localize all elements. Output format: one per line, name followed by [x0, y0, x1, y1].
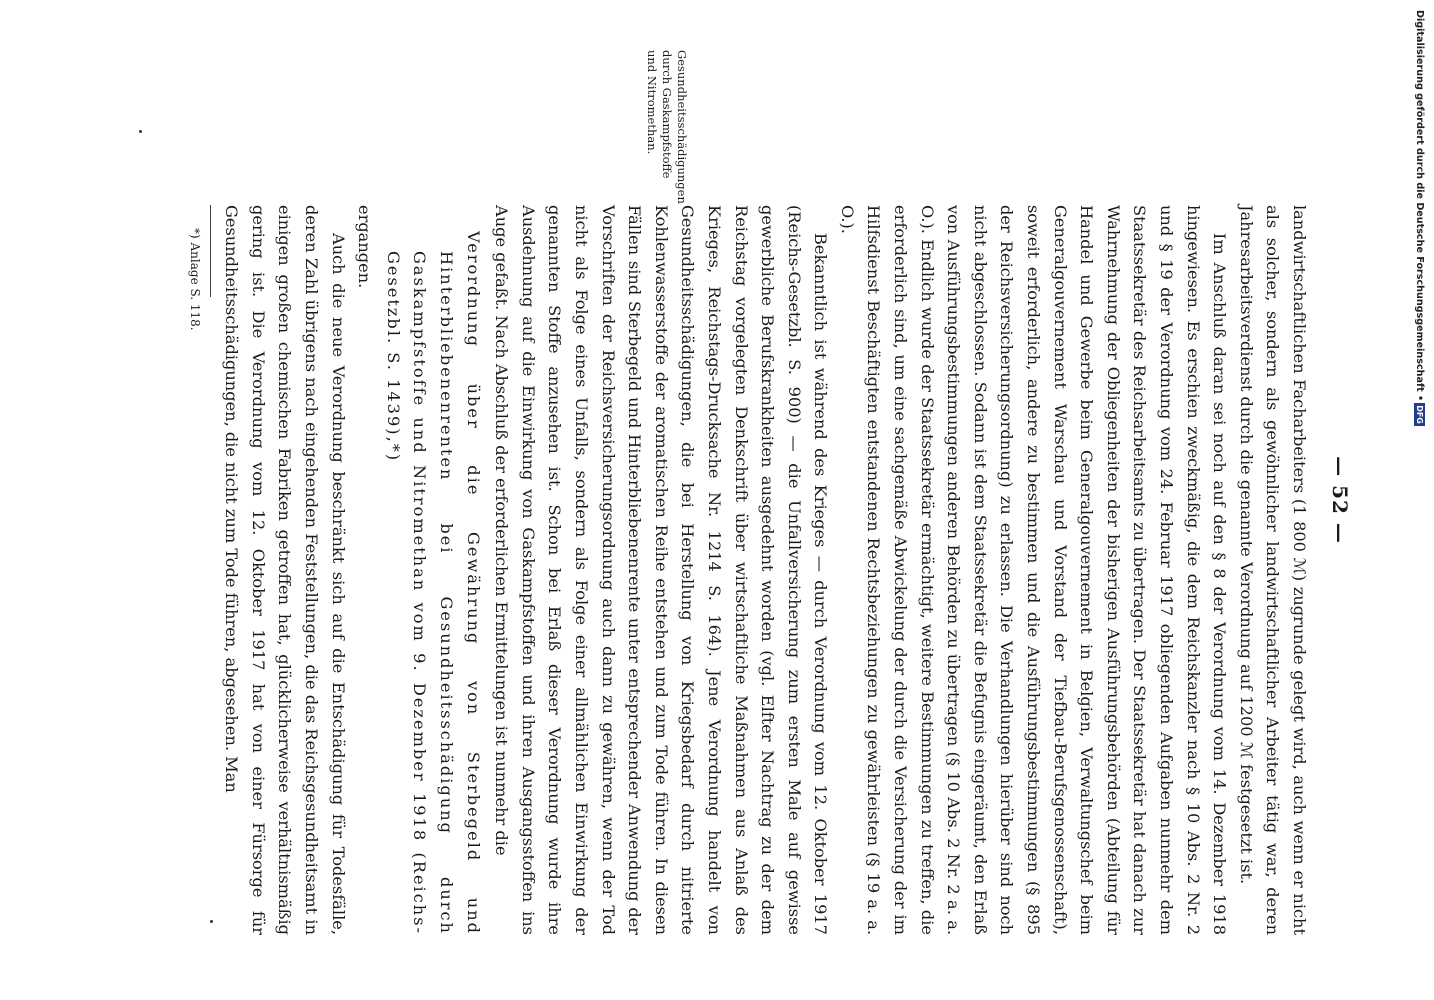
- digitization-credit: [1405, 0, 1434, 1000]
- footnote-rule: [210, 205, 211, 297]
- paragraph: Auch die neue Verordnung beschränkt sich auf die Entschädigung für Todesfälle, deren Zahl übrigens nach eingehenden Feststellungen, die das Reichsgesundheitsamt in einigen großen chemischen Fabriken getroffen hat, glücklicherweise verhältnismäßig gering ist. Die Verordnung vom 12. Oktober 1917 hat von einer Fürsorge für Gesundheitsschädigungen, die nicht zum Tode führen, abgesehen. Man: [222, 205, 348, 935]
- credit-text: Digitalisierung gefördert durch die Deutsche Forschungsgemeinschaft •: [1414, 10, 1425, 402]
- footnote: *) Anlage S. 118.: [188, 228, 202, 331]
- paragraph: ergangen.: [355, 205, 375, 289]
- scan-speck: [139, 130, 142, 133]
- paragraph: Bekanntlich ist während des Krieges — durch Verordnung vom 12. Oktober 1917 (Reichs-Gesetzbl. S. 900) — die Unfallversicherung zum ersten Male auf gewisse gewerbliche Berufskrankheiten ausgedehnt worden (vgl. Elfter Nachtrag zu der dem Reichstag vorgelegten Denkschrift über wirtschaftliche Maßnahmen aus Anlaß des Krieges, Reichstags-Drucksache Nr. 1214 S. 164). Jene Verordnung handelt von Gesundheitsschädigungen, die bei Herstellung von Kriegsbedarf durch nitrierte Kohlenwasserstoffe der aromatischen Reihe entstehen und zum Tode führen. In diesen Fällen sind Sterbegeld und Hinterbliebenenrente unter entsprechender Anwendung der Vorschriften der Reichsversicherungsordnung auch dann zu gewähren, wenn der Tod nicht als Folge eines Unfalls, sondern als Folge einer allmählichen Einwirkung der genannten Stoffe anzusehen ist. Schon bei Erlaß dieser Verordnung wurde ihre Ausdehnung auf die Einwirkung von Gaskampfstoffen und ihren Ausgangsstoffen ins Auge gefaßt. Nach Abschluß der erforderlichen Ermittelungen ist nunmehr die: [492, 205, 831, 935]
- margin-note: Gesundheitsschädigungen durch Gaskampfstoffe und Nitromethan.: [645, 50, 689, 204]
- page-number: — 52 —: [1328, 456, 1352, 544]
- paragraph: landwirtschaftlichen Facharbeiters (1 800 ℳ) zugrunde gelegt wird, auch wenn er nicht als solcher, sondern als gewöhnlicher landwirtschaftlicher Arbeiter tätig war, deren Jahresarbeitsverdienst durch die genannte Verordnung auf 1200 ℳ festgesetzt ist.: [1236, 205, 1309, 935]
- dfg-logo: DFG: [1415, 405, 1424, 424]
- body-text: [218, 205, 1312, 935]
- scan-speck: [210, 920, 213, 923]
- paragraph: Im Anschluß daran sei noch auf den § 8 der Verordnung vom 14. Dezember 1918 hingewiesen. Es erschien zweckmäßig, die dem Reichskanzler nach § 10 Abs. 2 Nr. 2 und § 19 der Verordnung vom 24. Februar 1917 obliegenden Aufgaben nunmehr dem Staatssekretär des Reichsarbeitsamts zu übertragen. Der Staatssekretär hat danach zur Wahrnehmung der Obliegenheiten der bisherigen Ausführungsbehörden (Abteilung für Handel und Gewerbe beim Generalgouvernement in Belgien, Verwaltungschef beim Generalgouvernement Warschau und Vorstand der Tiefbau-Berufsgenossenschaft), soweit erforderlich, andere zu bestimmen und die Ausführungsbestimmungen (§ 895 der Reichsversicherungsordnung) zu erlassen. Die Verhandlungen hierüber sind noch nicht abgeschlossen. Sodann ist dem Staatssekretär die Befugnis eingeräumt, den Erlaß von Ausführungsbestimmungen anderen Behörden zu übertragen (§ 10 Abs. 2 Nr. 2 a. a. O.). Endlich wurde der Staatssekretär ermächtigt, weitere Bestimmungen zu treffen, die erforderlich sind, um eine sachgemäße Abwickelung der durch die Versicherung der im Hilfsdienst Beschäftigten entstandenen Rechtsbeziehungen zu gewährleisten (§ 19 a. a. O.).: [837, 205, 1230, 935]
- ordinance-title: Verordnung über die Gewährung von Sterbegeld und Hinterbliebenenrenten bei Gesundheitsschädigung durch Gaskampfstoffe und Nitromethan vom 9. Dezember 1918 (Reichs-Gesetzbl. S. 1439),*): [383, 231, 483, 935]
